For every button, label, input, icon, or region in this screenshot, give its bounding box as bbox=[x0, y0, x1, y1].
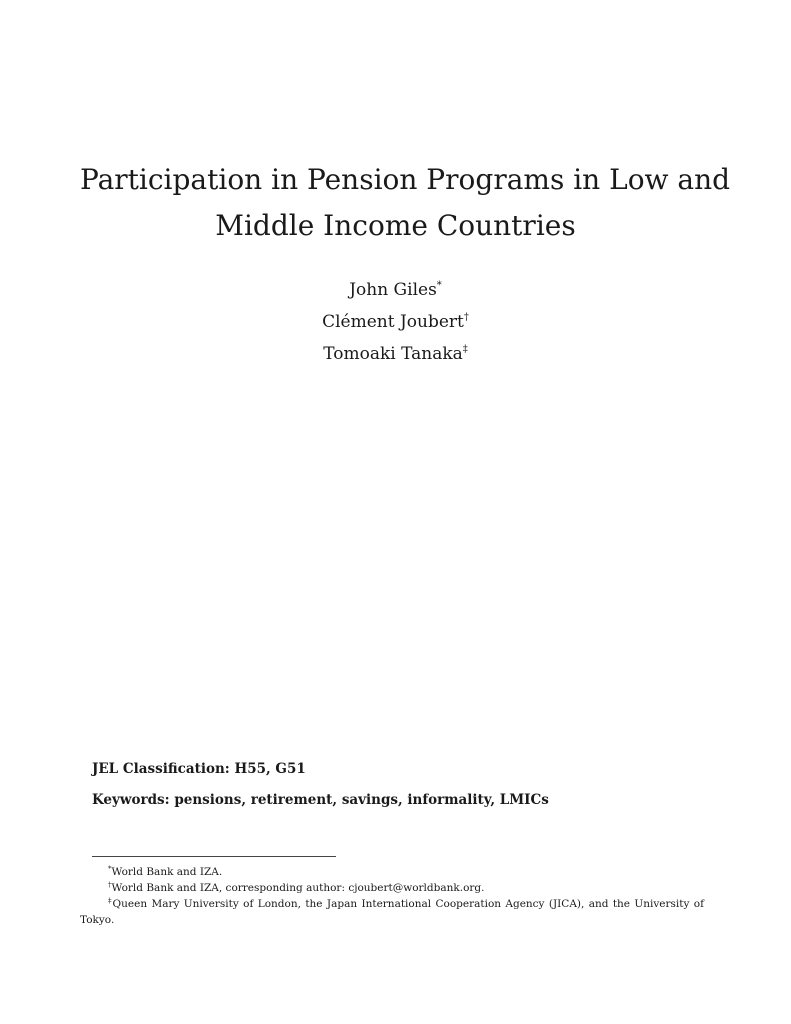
author-john-giles bbox=[200, 282, 591, 299]
paper-title-line-2: Middle Income Countries bbox=[215, 209, 576, 242]
footnote-text: World Bank and IZA. bbox=[111, 866, 223, 878]
footnote-mark: † bbox=[108, 881, 112, 889]
footnote-3 bbox=[80, 896, 704, 928]
footnote-1 bbox=[92, 864, 704, 880]
author-clement-joubert bbox=[200, 314, 591, 331]
jel-classification: JEL Classification: H55, G51 bbox=[92, 761, 306, 777]
footnote-text: Queen Mary University of London, the Japan International Cooperation Agency (JICA), and the University of Tokyo. bbox=[80, 898, 704, 926]
author-name: Tomoaki Tanaka bbox=[323, 344, 463, 364]
keywords: Keywords: pensions, retirement, savings, informality, LMICs bbox=[92, 792, 549, 808]
footnote-mark: * bbox=[108, 865, 112, 873]
footnote-mark: ‡ bbox=[108, 897, 113, 905]
footnote-2 bbox=[92, 880, 704, 896]
footnotes bbox=[80, 864, 704, 928]
footnote-text: World Bank and IZA, corresponding author: cjoubert@worldbank.org. bbox=[111, 882, 485, 894]
author-name: Clément Joubert bbox=[322, 312, 464, 332]
author-footnote-mark: * bbox=[436, 280, 442, 291]
author-footnote-mark: ‡ bbox=[462, 344, 468, 355]
author-footnote-mark: † bbox=[463, 312, 469, 323]
footnote-divider bbox=[92, 856, 336, 857]
paper-title-line-1: Participation in Pension Programs in Low and bbox=[80, 163, 731, 196]
author-tomoaki-tanaka bbox=[200, 346, 591, 363]
author-name: John Giles bbox=[349, 280, 437, 300]
